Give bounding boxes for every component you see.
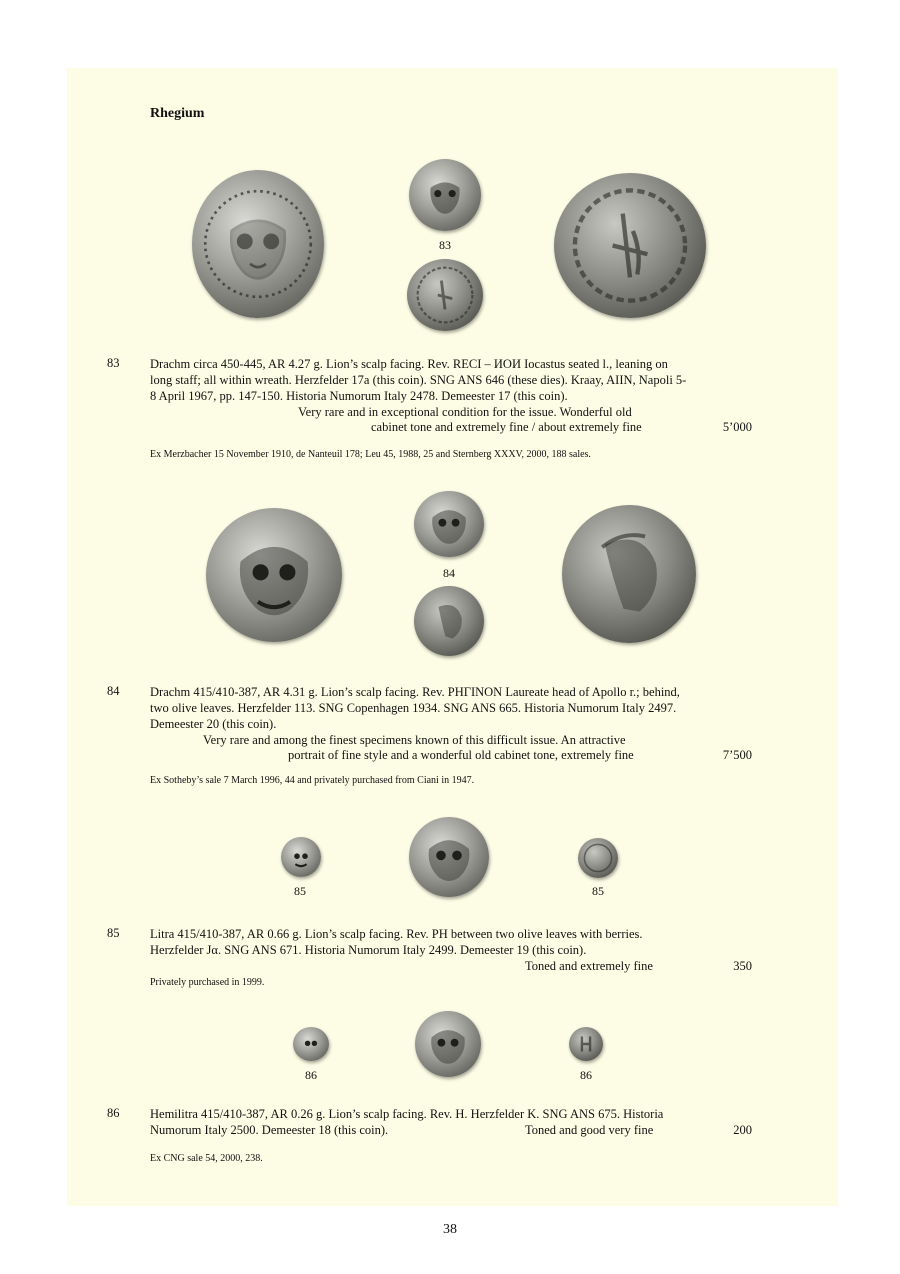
- lot-86-image-label-left: 86: [305, 1068, 317, 1082]
- lot-84-grade-line-2: portrait of fine style and a wonderful old cabinet tone, extremely fine: [288, 748, 634, 762]
- lot-83-reverse-enlarged: [554, 173, 706, 318]
- lot-83-grade-line-1: Very rare and in exceptional condition for the issue. Wonderful old: [298, 405, 632, 419]
- lot-85-reverse: [578, 838, 618, 878]
- lot-86-obverse-enlarged: [415, 1011, 481, 1077]
- page-number: 38: [443, 1222, 457, 1237]
- lot-83-obverse-enlarged: [192, 170, 324, 318]
- lot-83-line-1: Drachm circa 450-445, AR 4.27 g. Lion’s scalp facing. Rev. RECI – ИOИ Iocastus seated l., leaning on: [150, 357, 668, 371]
- lot-85-grade: Toned and extremely fine: [525, 959, 653, 973]
- lot-86-number: 86: [107, 1106, 120, 1120]
- lot-83-grade-line-2: cabinet tone and extremely fine / about extremely fine: [371, 420, 642, 434]
- lot-84-description: [150, 684, 752, 732]
- lot-86-obverse: [293, 1027, 329, 1061]
- lot-86-line-1: Hemilitra 415/410-387, AR 0.26 g. Lion’s scalp facing. Rev. H. Herzfelder K. SNG ANS 675. Historia: [150, 1107, 664, 1121]
- lot-84-image-label: 84: [443, 566, 455, 580]
- lot-85-obverse: [281, 837, 321, 877]
- lot-86-estimate: 200: [733, 1123, 752, 1137]
- lot-83-estimate: 5’000: [722, 420, 752, 434]
- lot-84-line-1: Drachm 415/410-387, AR 4.31 g. Lion’s scalp facing. Rev. ΡΗΓΙΝΟΝ Laureate head of Apollo r.; behind,: [150, 685, 680, 699]
- lot-83-number: 83: [107, 356, 120, 370]
- lot-85-number: 85: [107, 926, 120, 940]
- lot-84-reverse-enlarged: [562, 505, 696, 643]
- lot-84-estimate: 7’500: [722, 748, 752, 762]
- lot-83-description: [150, 356, 752, 404]
- lot-84-line-2: two olive leaves. Herzfelder 113. SNG Copenhagen 1934. SNG ANS 665. Historia Numorum Italy 2497.: [150, 701, 677, 715]
- lot-83-line-2: long staff; all within wreath. Herzfelder 17a (this coin). SNG ANS 646 (these dies). Kraay, AIIN, Napoli 5-: [150, 373, 687, 387]
- lot-84-number: 84: [107, 684, 120, 698]
- lot-85-provenance: Privately purchased in 1999.: [150, 977, 265, 988]
- lot-86-image-label-right: 86: [580, 1068, 592, 1082]
- lot-85-description: [150, 926, 752, 958]
- lot-86-reverse: [569, 1027, 603, 1061]
- lot-84-provenance: Ex Sotheby’s sale 7 March 1996, 44 and privately purchased from Ciani in 1947.: [150, 775, 475, 786]
- lot-86-description: [150, 1106, 752, 1138]
- lot-83-obverse: [409, 159, 481, 231]
- lot-83-line-3: 8 April 1967, pp. 147-150. Historia Numorum Italy 2478. Demeester 17 (this coin).: [150, 389, 568, 403]
- lot-85-obverse-enlarged: [409, 817, 489, 897]
- section-heading: Rhegium: [150, 106, 205, 121]
- lot-85-line-1: Litra 415/410-387, AR 0.66 g. Lion’s scalp facing. Rev. PH between two olive leaves with berries.: [150, 927, 643, 941]
- lot-86-provenance: Ex CNG sale 54, 2000, 238.: [150, 1153, 263, 1164]
- lot-84-line-3: Demeester 20 (this coin).: [150, 717, 277, 731]
- lot-86-line-2: Numorum Italy 2500. Demeester 18 (this coin).: [150, 1123, 389, 1137]
- lot-84-obverse-enlarged: [206, 508, 342, 642]
- lot-86-grade: Toned and good very fine: [525, 1123, 654, 1137]
- lot-84-grade-line-1: Very rare and among the finest specimens known of this difficult issue. An attractive: [203, 733, 626, 747]
- lot-85-estimate: 350: [733, 959, 752, 973]
- lot-84-reverse: [414, 586, 484, 656]
- lot-83-image-label: 83: [439, 238, 451, 252]
- lot-85-line-2: Herzfelder Jα. SNG ANS 671. Historia Numorum Italy 2499. Demeester 19 (this coin).: [150, 943, 587, 957]
- lot-83-provenance: Ex Merzbacher 15 November 1910, de Nanteuil 178; Leu 45, 1988, 25 and Sternberg XXXV, 2000, 188 sales.: [150, 449, 591, 460]
- lot-83-reverse: [407, 259, 483, 331]
- lot-85-image-label-right: 85: [592, 884, 604, 898]
- lot-85-image-label-left: 85: [294, 884, 306, 898]
- lot-84-obverse: [414, 491, 484, 557]
